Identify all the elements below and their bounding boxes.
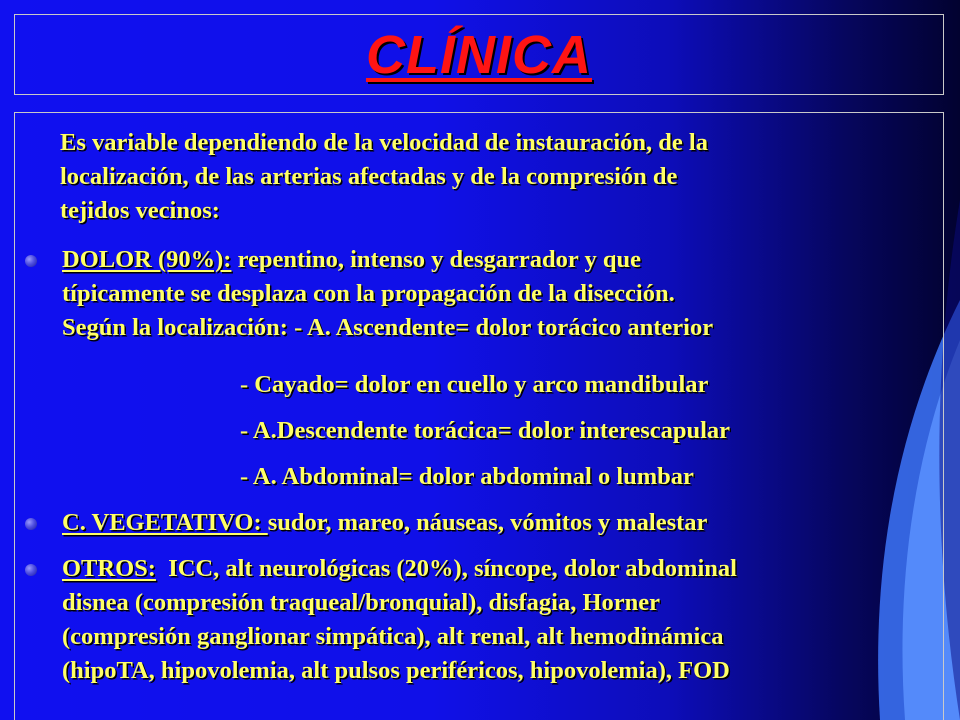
intro-line: Es variable dependiendo de la velocidad de instauración, de la xyxy=(60,129,708,156)
bullet-dot xyxy=(25,518,37,530)
dolor-sub-item: - Cayado= dolor en cuello y arco mandibular xyxy=(240,371,709,398)
otros-line: ICC, alt neurológicas (20%), síncope, dolor abdominal xyxy=(155,555,737,582)
bullet-dot xyxy=(25,564,37,576)
bullet-dot xyxy=(25,255,37,267)
title-box xyxy=(14,14,944,95)
otros-line: disnea (compresión traqueal/bronquial), disfagia, Horner xyxy=(62,589,661,616)
otros-label: OTROS: xyxy=(62,555,156,582)
dolor-sub-item: - A. Abdominal= dolor abdominal o lumbar xyxy=(240,463,694,490)
bullet-vegetativo xyxy=(62,506,952,540)
dolor-line: típicamente se desplaza con la propagación de la disección. xyxy=(62,280,675,307)
intro-paragraph xyxy=(48,126,928,228)
vegetativo-label: C. VEGETATIVO: xyxy=(62,509,268,536)
intro-line: tejidos vecinos: xyxy=(60,197,220,224)
dolor-sub-item: - A.Descendente torácica= dolor interescapular xyxy=(240,417,731,444)
otros-line: (hipoTA, hipovolemia, alt pulsos periféricos, hipovolemia), FOD xyxy=(62,657,730,684)
slide-title: CLÍNICA xyxy=(366,24,592,85)
dolor-label: DOLOR (90%): xyxy=(62,246,232,273)
vegetativo-text: sudor, mareo, náuseas, vómitos y malestar xyxy=(267,509,708,536)
dolor-line: repentino, intenso y desgarrador y que xyxy=(231,246,641,273)
bullet-otros xyxy=(62,552,952,688)
otros-line: (compresión ganglionar simpática), alt renal, alt hemodinámica xyxy=(62,623,724,650)
dolor-line: Según la localización: - A. Ascendente= dolor torácico anterior xyxy=(62,314,714,341)
intro-line: localización, de las arterias afectadas y de la compresión de xyxy=(60,163,678,190)
bullet-dolor xyxy=(62,243,952,345)
